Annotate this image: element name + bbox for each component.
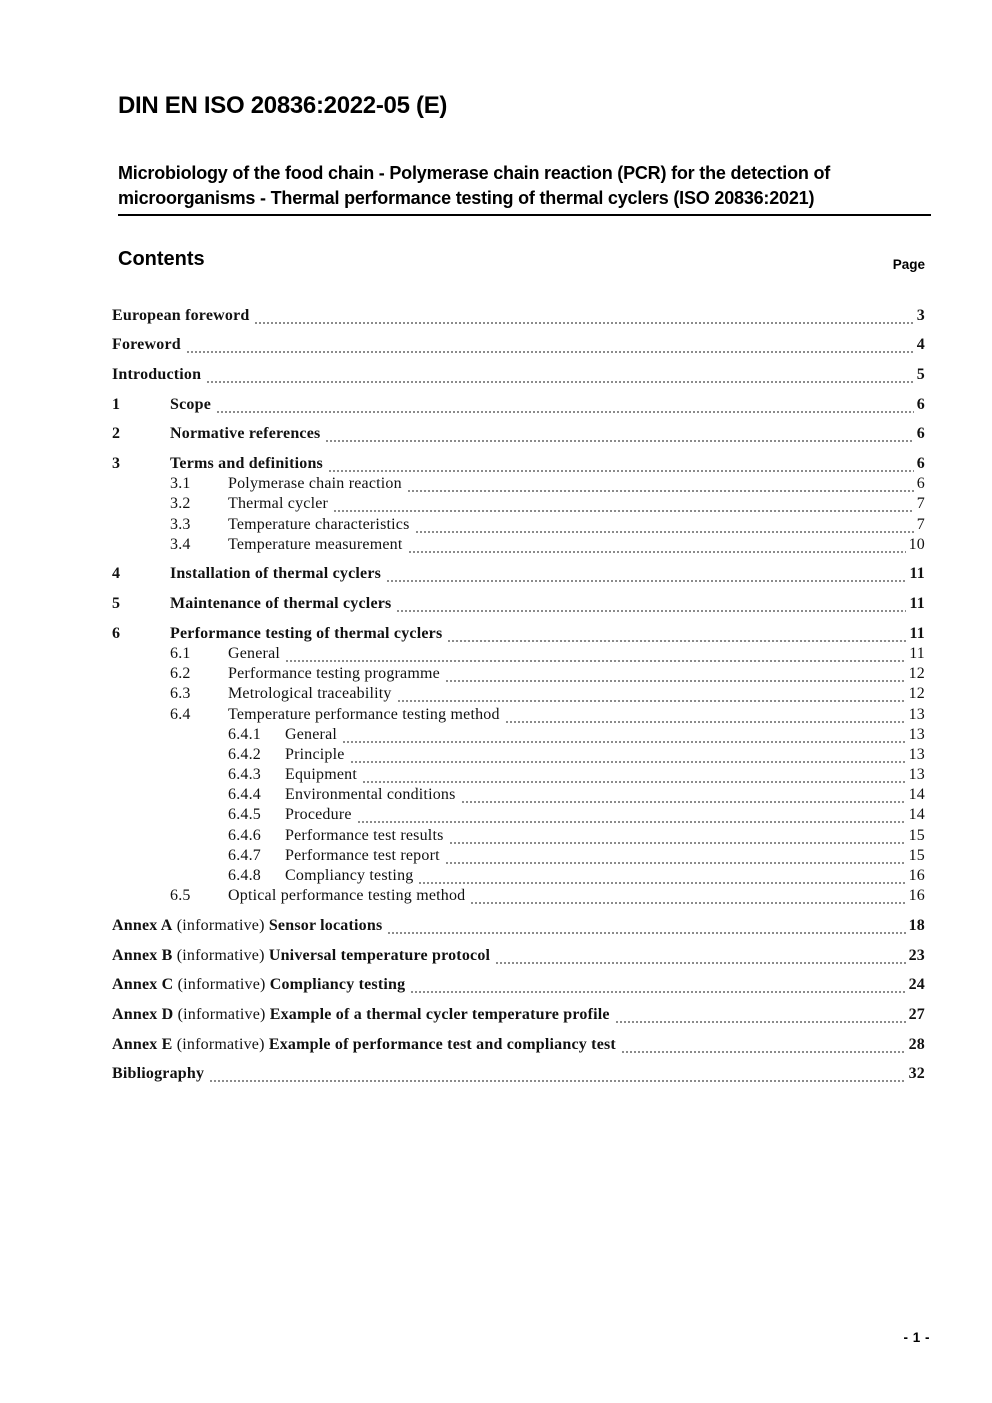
toc-leader-dots [186,336,914,356]
toc-entry-label [112,976,405,994]
toc-leader-dots [254,307,913,327]
toc-entry-label: Installation of thermal cyclers [170,565,382,583]
page-column-label: Page [892,257,925,272]
annex-id: Annex E [112,1035,173,1053]
toc-entry-number: 6.4 [170,705,191,723]
toc-entry[interactable] [112,307,925,327]
toc-entry[interactable] [112,726,925,746]
toc-leader-dots [333,495,914,515]
toc-entry-page: 13 [908,705,925,723]
toc-leader-dots [285,645,906,665]
toc-leader-dots [445,847,906,867]
toc-leader-dots [342,726,906,746]
toc-entry-page: 12 [908,665,925,683]
toc-entry[interactable] [112,806,925,826]
toc-entry-page: 24 [908,976,925,994]
toc-entry[interactable] [112,665,925,685]
toc-entry-number: 6.4.4 [228,786,261,804]
toc-leader-dots [362,766,906,786]
toc-entry-page: 6 [916,395,925,413]
toc-entry-page: 14 [908,806,925,824]
annex-title: Example of performance test and compliancy test [268,1035,616,1053]
toc-entry[interactable] [112,475,925,495]
toc-entry-page: 18 [908,916,925,934]
toc-entry-label: General [228,644,281,662]
toc-entry-number: 4 [112,565,121,583]
page-number-footer: - 1 - [903,1330,930,1345]
toc-entry[interactable] [112,685,925,705]
toc-leader-dots [407,475,914,495]
annex-qualifier: (informative) [172,916,269,934]
toc-entry-number: 6 [112,624,121,642]
toc-entry-label: Optical performance testing method [228,887,466,905]
annex-title: Compliancy testing [269,976,406,994]
toc-entry-page: 14 [908,786,925,804]
toc-leader-dots [470,887,905,907]
toc-entry[interactable] [112,746,925,766]
toc-leader-dots [408,536,906,556]
toc-leader-dots [615,1006,906,1026]
toc-entry-label: Performance test results [285,826,444,844]
toc-entry[interactable] [112,847,925,867]
toc-entry-page: 23 [908,946,925,964]
toc-entry-label: Thermal cycler [228,495,329,513]
toc-entry-page: 27 [908,1005,925,1023]
toc-entry-label: Bibliography [112,1065,205,1083]
toc-entry-page: 13 [908,725,925,743]
toc-entry-page: 6 [916,425,925,443]
toc-leader-dots [410,976,905,996]
toc-entry-label: Terms and definitions [170,454,323,472]
annex-qualifier: (informative) [172,1035,269,1053]
toc-entry[interactable] [112,565,925,585]
toc-entry-label: Principle [285,745,345,763]
toc-entry[interactable] [112,516,925,536]
toc-entry[interactable] [112,976,925,996]
toc-entry-label: Procedure [285,806,352,824]
toc-leader-dots [325,425,913,445]
toc-entry-label: Performance testing programme [228,665,440,683]
toc-entry-page: 6 [916,454,925,472]
toc-entry-number: 3.4 [170,535,191,553]
toc-entry-number: 6.4.8 [228,867,261,884]
toc-entry[interactable] [112,706,925,726]
toc-entry[interactable] [112,887,925,907]
toc-entry-number: 6.3 [170,685,191,703]
toc-entry-page: 16 [908,887,925,905]
toc-entry-number: 3.1 [170,475,191,493]
toc-entry-page: 7 [916,495,925,513]
toc-entry-label: Scope [170,395,211,413]
toc-entry[interactable] [112,827,925,847]
toc-entry[interactable] [112,366,925,386]
annex-qualifier: (informative) [173,976,270,994]
toc-entry[interactable] [112,536,925,556]
toc-entry-label: General [285,725,338,743]
toc-leader-dots [505,706,906,726]
toc-entry-number: 1 [112,395,121,413]
annex-id: Annex C [112,976,174,994]
annex-title: Example of a thermal cycler temperature profile [269,1005,610,1023]
toc-entry[interactable] [112,336,925,356]
toc-entry-number: 6.4.2 [228,745,261,763]
toc-entry-page: 4 [916,336,925,354]
toc-entry-page: 13 [908,745,925,763]
annex-qualifier: (informative) [173,1005,270,1023]
toc-entry-number: 6.1 [170,644,191,662]
toc-entry[interactable] [112,917,925,937]
toc-entry-label: Normative references [170,425,321,443]
toc-entry[interactable] [112,595,925,615]
toc-entry-number: 6.4.6 [228,826,261,844]
toc-entry-page: 32 [908,1065,925,1083]
toc-entry-label: Performance test report [285,846,440,864]
annex-title: Universal temperature protocol [268,946,491,964]
toc-entry[interactable] [112,645,925,665]
toc-leader-dots [350,746,906,766]
table-of-contents [112,297,925,1086]
annex-id: Annex A [112,916,173,934]
toc-leader-dots [621,1036,906,1056]
toc-entry-page: 10 [908,535,925,553]
toc-leader-dots [418,867,905,887]
toc-entry-page: 11 [909,565,925,583]
toc-entry-label: Temperature characteristics [228,515,410,533]
toc-leader-dots [415,516,914,536]
toc-entry-number: 6.4.3 [228,766,261,784]
contents-heading: Contents [118,248,205,270]
toc-entry-label: Introduction [112,365,202,383]
annex-qualifier: (informative) [172,946,269,964]
toc-entry-page: 3 [916,306,925,324]
toc-entry[interactable] [112,625,925,645]
toc-entry-label: Polymerase chain reaction [228,475,402,493]
doc-title-line-1: Microbiology of the food chain - Polymerase chain reaction (PCR) for the detection of [118,163,831,183]
toc-entry[interactable] [112,766,925,786]
toc-entry-label: Environmental conditions [285,786,456,804]
toc-entry[interactable] [112,455,925,475]
toc-entry[interactable] [112,425,925,445]
toc-entry-number: 3.2 [170,495,191,513]
toc-entry-label: Foreword [112,336,181,354]
toc-entry-page: 11 [909,644,925,662]
toc-entry-label: Equipment [285,766,358,784]
toc-leader-dots [209,1065,905,1085]
toc-entry-label [112,1036,616,1054]
toc-entry-page: 15 [908,826,925,844]
toc-entry-page: 11 [909,595,925,613]
toc-entry-page: 7 [916,515,925,533]
toc-entry-label: Compliancy testing [285,867,414,884]
toc-entry[interactable] [112,867,925,887]
toc-leader-dots [397,685,906,705]
toc-leader-dots [328,455,914,475]
toc-entry-number: 6.4.1 [228,725,261,743]
toc-entry-number: 6.4.7 [228,846,261,864]
toc-entry-page: 5 [916,365,925,383]
doc-title [118,161,931,216]
toc-entry-page: 6 [916,475,925,493]
toc-entry[interactable] [112,396,925,416]
toc-entry-number: 6.4.5 [228,806,261,824]
toc-entry[interactable] [112,1006,925,1026]
toc-entry-label [112,947,490,965]
annex-title: Sensor locations [268,916,383,934]
toc-entry[interactable] [112,1065,925,1085]
toc-entry-label: Performance testing of thermal cyclers [170,624,443,642]
toc-entry-page: 16 [908,867,925,884]
toc-entry-label [112,1006,610,1024]
doc-number: DIN EN ISO 20836:2022-05 (E) [118,92,448,119]
toc-leader-dots [386,565,906,585]
toc-entry-page: 13 [908,766,925,784]
toc-entry-number: 3.3 [170,515,191,533]
toc-entry-label: Maintenance of thermal cyclers [170,595,392,613]
toc-leader-dots [495,947,905,967]
toc-entry-page: 12 [908,685,925,703]
toc-leader-dots [357,806,906,826]
toc-leader-dots [449,827,906,847]
toc-entry-number: 6.2 [170,665,191,683]
toc-entry-page: 28 [908,1035,925,1053]
toc-entry-label: Temperature performance testing method [228,705,500,723]
annex-id: Annex D [112,1005,174,1023]
toc-leader-dots [445,665,906,685]
toc-entry[interactable] [112,495,925,515]
toc-entry[interactable] [112,1036,925,1056]
toc-entry[interactable] [112,786,925,806]
toc-leader-dots [461,786,906,806]
toc-entry-label: European foreword [112,306,250,324]
toc-entry[interactable] [112,947,925,967]
toc-entry-label: Metrological traceability [228,685,392,703]
toc-entry-page: 15 [908,846,925,864]
toc-entry-number: 6.5 [170,887,191,905]
toc-leader-dots [396,595,906,615]
toc-entry-number: 2 [112,425,121,443]
toc-leader-dots [216,396,914,416]
toc-entry-label: Temperature measurement [228,535,403,553]
toc-entry-number: 5 [112,595,121,613]
toc-leader-dots [447,625,906,645]
toc-entry-number: 3 [112,454,121,472]
annex-id: Annex B [112,946,173,964]
toc-leader-dots [206,366,914,386]
toc-leader-dots [387,917,905,937]
toc-entry-label [112,917,382,935]
doc-title-line-2: microorganisms - Thermal performance testing of thermal cyclers (ISO 20836:2021) [118,188,815,208]
toc-entry-page: 11 [909,624,925,642]
